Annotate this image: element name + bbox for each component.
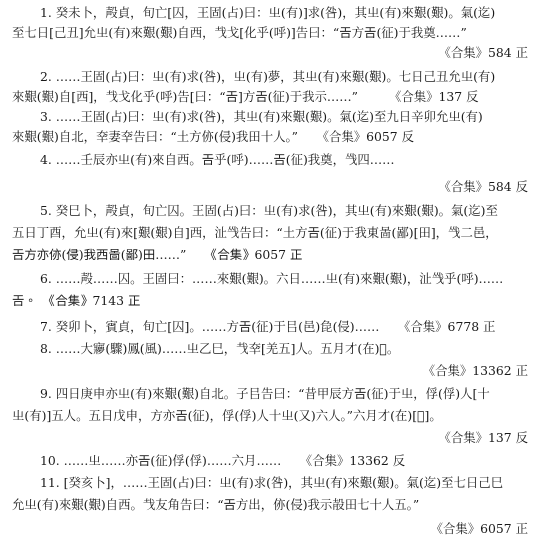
entry-4-line-1: 4. ……壬辰亦㞢(有)來自西。𢀛乎(呼)……𢀛(征)我奠，㦰四……: [40, 152, 395, 167]
entry-8-line-1: 8. ……大㝱(驟)鳳(風)……㞢乙巳，𢦏㚔[羌五]人。五月才(在)𦎫。: [40, 341, 400, 356]
entry-3-line-2: 來艱(艱)自北，㚔妻㚔告曰：“土方㑊(侵)我田十人。” 《合集》6057 反: [12, 129, 415, 144]
entry-5-line-1: 5. 癸巳卜，殸貞，旬亡囚。王固(占)曰：㞢(有)求(咎)，其㞢(有)來艱(艱)。氣(迄)至: [40, 203, 498, 218]
entry-5-line-3: 𢀛方亦㑊(侵)我西啚(鄙)田……” 《合集》6057 正: [12, 247, 303, 262]
entry-11-line-1: 11. [癸亥卜]，……王固(占)曰：㞢(有)求(咎)，其㞢(有)來艱(艱)。氣(迄)至七日己巳: [40, 475, 504, 490]
entry-8-source: 《合集》13362 正: [422, 363, 528, 378]
entry-1-source: 《合集》584 正: [438, 45, 528, 60]
entry-4-source: 《合集》584 反: [438, 179, 528, 194]
entry-10-line-1: 10. ……㞢……亦𢀛(征)俘(俘)……六月…… 《合集》13362 反: [40, 453, 406, 468]
entry-9-line-2: 㞢(有)]五人。五日戊申，方亦𢀛(征)，俘(俘)人十㞢(又)六人。”六月才(在)[𦎫]。: [12, 408, 442, 423]
entry-11-source: 《合集》6057 正: [430, 521, 528, 536]
entry-6-line-2: 𢀛。 《合集》7143 正: [12, 293, 141, 308]
entry-9-line-1: 9. 四日庚申亦㞢(有)來艱(艱)自北。子㠯告曰：“昔甲辰方𢀛(征)于㞢，俘(俘)人[十: [40, 386, 490, 401]
entry-1-line-2: 至七日[己丑]允㞢(有)來艱(艱)自西，𢦏戈[化乎(呼)]告曰：“𢀛方𢀛(征)于我奠……”: [12, 25, 467, 40]
entry-11-line-2: 允㞢(有)來艱(艱)自西。𢦏友角告曰：“𢀛方出，㑊(侵)我示㱿田七十人五。”: [12, 497, 420, 512]
entry-6-line-1: 6. ……殸……囚。王固曰：……來艱(艱)。六日……㞢(有)來艱(艱)，沚㦰乎(呼)……: [40, 271, 504, 286]
entry-2-line-2: 來艱(艱)自[西]，𢦏戈化乎(呼)告[曰：“𢀛]方𢀛(征)于我示……” 《合集》137 反: [12, 89, 479, 104]
entry-2-line-1: 2. ……王固(占)曰：㞢(有)求(咎)，㞢(有)夢，其㞢(有)來艱(艱)。七日己丑允㞢(有): [40, 69, 496, 84]
entry-7-line-1: 7. 癸卯卜，賓貞，旬亡[囚]。……方𢀛(征)于㠯(邑)㲋(侵)…… 《合集》6778 正: [40, 319, 496, 334]
entry-1-line-1: 1. 癸未卜，殸貞，旬亡[囚，王固(占)曰：㞢(有)]求(咎)，其㞢(有)來艱(艱)。氣(迄): [40, 5, 496, 20]
entry-9-source: 《合集》137 反: [438, 430, 528, 445]
entry-5-line-2: 五日丁酉，允㞢(有)來[艱(艱)自]西，沚㦰告曰：“土方𢀛(征)于我東啚(鄙)[田]，㦰二邑，: [12, 225, 498, 240]
entry-3-line-1: 3. ……王固(占)曰：㞢(有)求(咎)，其㞢(有)來艱(艱)。氣(迄)至九日辛卯允㞢(有): [40, 109, 483, 124]
